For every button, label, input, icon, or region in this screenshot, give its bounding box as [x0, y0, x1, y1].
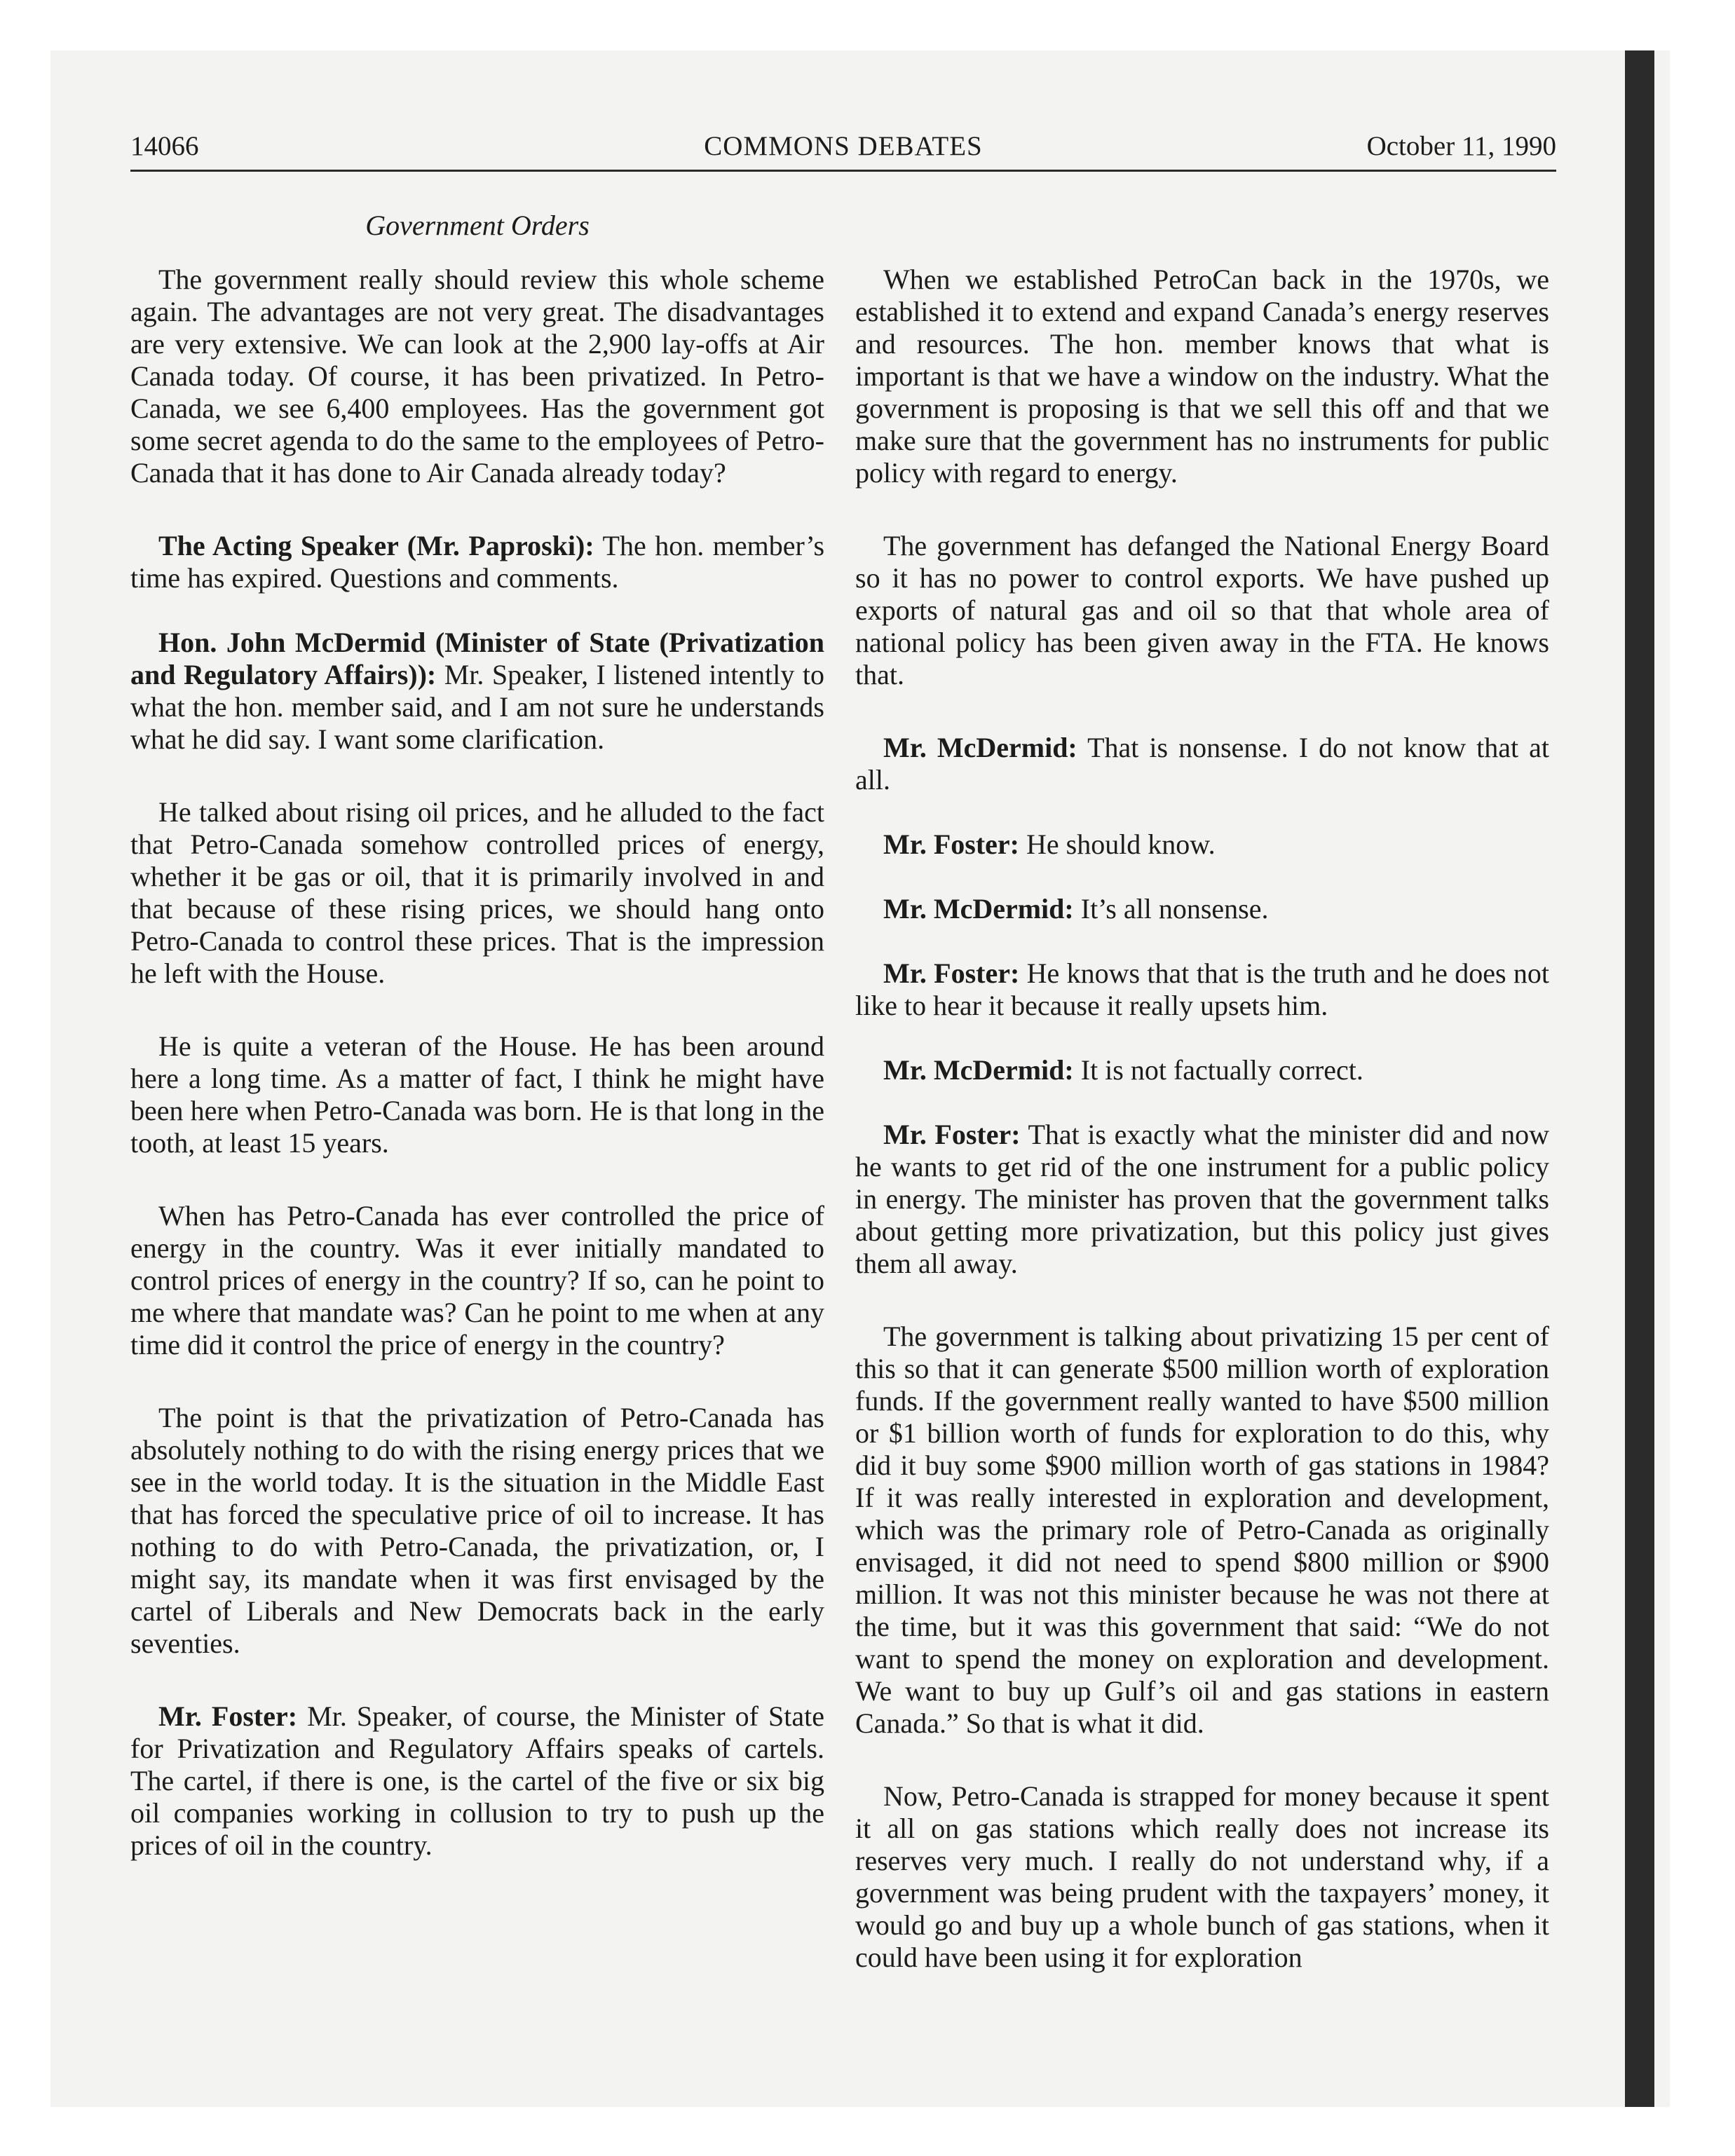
page-date: October 11, 1990	[1366, 131, 1556, 161]
paragraph: Now, Petro-Canada is strapped for money because it spent it all on gas stations which really does not increase its reserves very much. I really do not understand why, if a government was being prudent with the taxpayers’ money, it would go and buy up a whole bunch of gas stations, when it could have been using it for exploration	[855, 1780, 1549, 1973]
speech-paragraph: The Acting Speaker (Mr. Paproski): The hon. member’s time has expired. Questions and comments.	[130, 530, 825, 594]
header-rule	[130, 170, 1556, 172]
speaker-name: Hon. John McDermid (Minister of State (Privatization and Regulatory Affairs)):	[130, 627, 824, 690]
page-header	[130, 130, 1556, 170]
speech-paragraph: Mr. McDermid: It’s all nonsense.	[883, 893, 1269, 925]
speaker-name: Mr. McDermid:	[883, 732, 1077, 763]
speech-paragraph: Mr. McDermid: It is not factually correct.	[883, 1054, 1363, 1086]
speech-paragraph: Mr. McDermid: That is nonsense. I do not know that at all.	[855, 732, 1549, 796]
paragraph: The government has defanged the National Energy Board so it has no power to control exports. We have pushed up exports of natural gas and oil so that that whole area of national policy has been given away in the FTA. He knows that.	[855, 530, 1549, 690]
paragraph: The government really should review this whole scheme again. The advantages are not very great. The disadvantages are very extensive. We can look at the 2,900 lay-offs at Air Canada today. Of course, it has been privatized. In Petro-Canada, we see 6,400 employees. Has the government got some secret agenda to do the same to the employees of Petro-Canada that it has done to Air Canada already today?	[130, 264, 824, 489]
speaker-name: Mr. Foster:	[883, 1119, 1021, 1150]
left-column	[130, 264, 824, 1902]
section-title: Government Orders	[365, 210, 590, 241]
speaker-name: Mr. Foster:	[158, 1700, 298, 1732]
paragraph: When has Petro-Canada has ever controlled the price of energy in the country. Was it ever initially mandated to control prices of energy in the country? If so, can he point to me where that mandate was? Can he point to me when at any time did it control the price of energy in the country?	[130, 1200, 824, 1360]
speech-paragraph: Mr. Foster: He should know.	[883, 828, 1216, 860]
paragraph: The point is that the privatization of Petro-Canada has absolutely nothing to do with the rising energy prices that we see in the world today. It is the situation in the Middle East that has forced the speculative price of oil to increase. It has nothing to do with Petro-Canada, the privatization, or, I might say, its mandate when it was first envisaged by the cartel of Liberals and New Democrats back in the early seventies.	[130, 1402, 824, 1659]
speaker-name: Mr. McDermid:	[883, 1054, 1074, 1086]
right-column	[855, 264, 1549, 2014]
speaker-name: The Acting Speaker (Mr. Paproski):	[158, 530, 594, 561]
speaker-name: Mr. Foster:	[883, 828, 1019, 860]
paragraph: He is quite a veteran of the House. He has been around here a long time. As a matter of fact, I think he might have been here when Petro-Canada was born. He is that long in the tooth, at least 15 years.	[130, 1030, 824, 1159]
speech-paragraph: Mr. Foster: That is exactly what the minister did and now he wants to get rid of the one instrument for a public policy in energy. The minister has proven that the government talks about getting more privatization, but this policy just gives them all away.	[855, 1119, 1550, 1279]
scan-edge-shadow	[1625, 50, 1654, 2107]
speaker-name: Mr. Foster:	[883, 957, 1020, 989]
speech-paragraph: Mr. Foster: He knows that that is the truth and he does not like to hear it because it really upsets him.	[855, 957, 1549, 1021]
speech-paragraph: Mr. Foster: Mr. Speaker, of course, the Minister of State for Privatization and Regulatory Affairs speaks of cartels. The cartel, if there is one, is the cartel of the five or six big oil companies working in collusion to try to push up the prices of oil in the country.	[130, 1700, 824, 1861]
page-number: 14066	[130, 131, 199, 161]
paragraph: The government is talking about privatizing 15 per cent of this so that it can generate $500 million worth of exploration funds. If the government really wanted to have $500 million or $1 billion worth of funds for exploration to do this, why did it buy some $900 million worth of gas stations in 1984? If it was really interested in exploration and development, which was the primary role of Petro-Canada as originally envisaged, it did not need to spend $800 million or $900 million. It was not this minister because he was not there at the time, but it was this government that said: “We do not want to spend the money on exploration and development. We want to buy up Gulf’s oil and gas stations in eastern Canada.” So that is what it did.	[855, 1321, 1549, 1739]
speech-paragraph: Hon. John McDermid (Minister of State (Privatization and Regulatory Affairs)): Mr. Speaker, I listened intently to what the hon. member said, and I am not sure he understands what he did say. I want some clarification.	[130, 627, 824, 755]
publication-title: COMMONS DEBATES	[704, 131, 983, 161]
paragraph: When we established PetroCan back in the 1970s, we established it to extend and expand Canada’s energy reserves and resources. The hon. member knows that what is important is that we have a window on the industry. What the government is proposing is that we sell this off and that we make sure that the government has no instruments for public policy with regard to energy.	[855, 264, 1549, 489]
speaker-name: Mr. McDermid:	[883, 893, 1074, 925]
paragraph: He talked about rising oil prices, and he alluded to the fact that Petro-Canada somehow controlled prices of energy, whether it be gas or oil, that it is primarily involved in and that because of these rising prices, we should hang onto Petro-Canada to control these prices. That is the impression he left with the House.	[130, 796, 824, 989]
